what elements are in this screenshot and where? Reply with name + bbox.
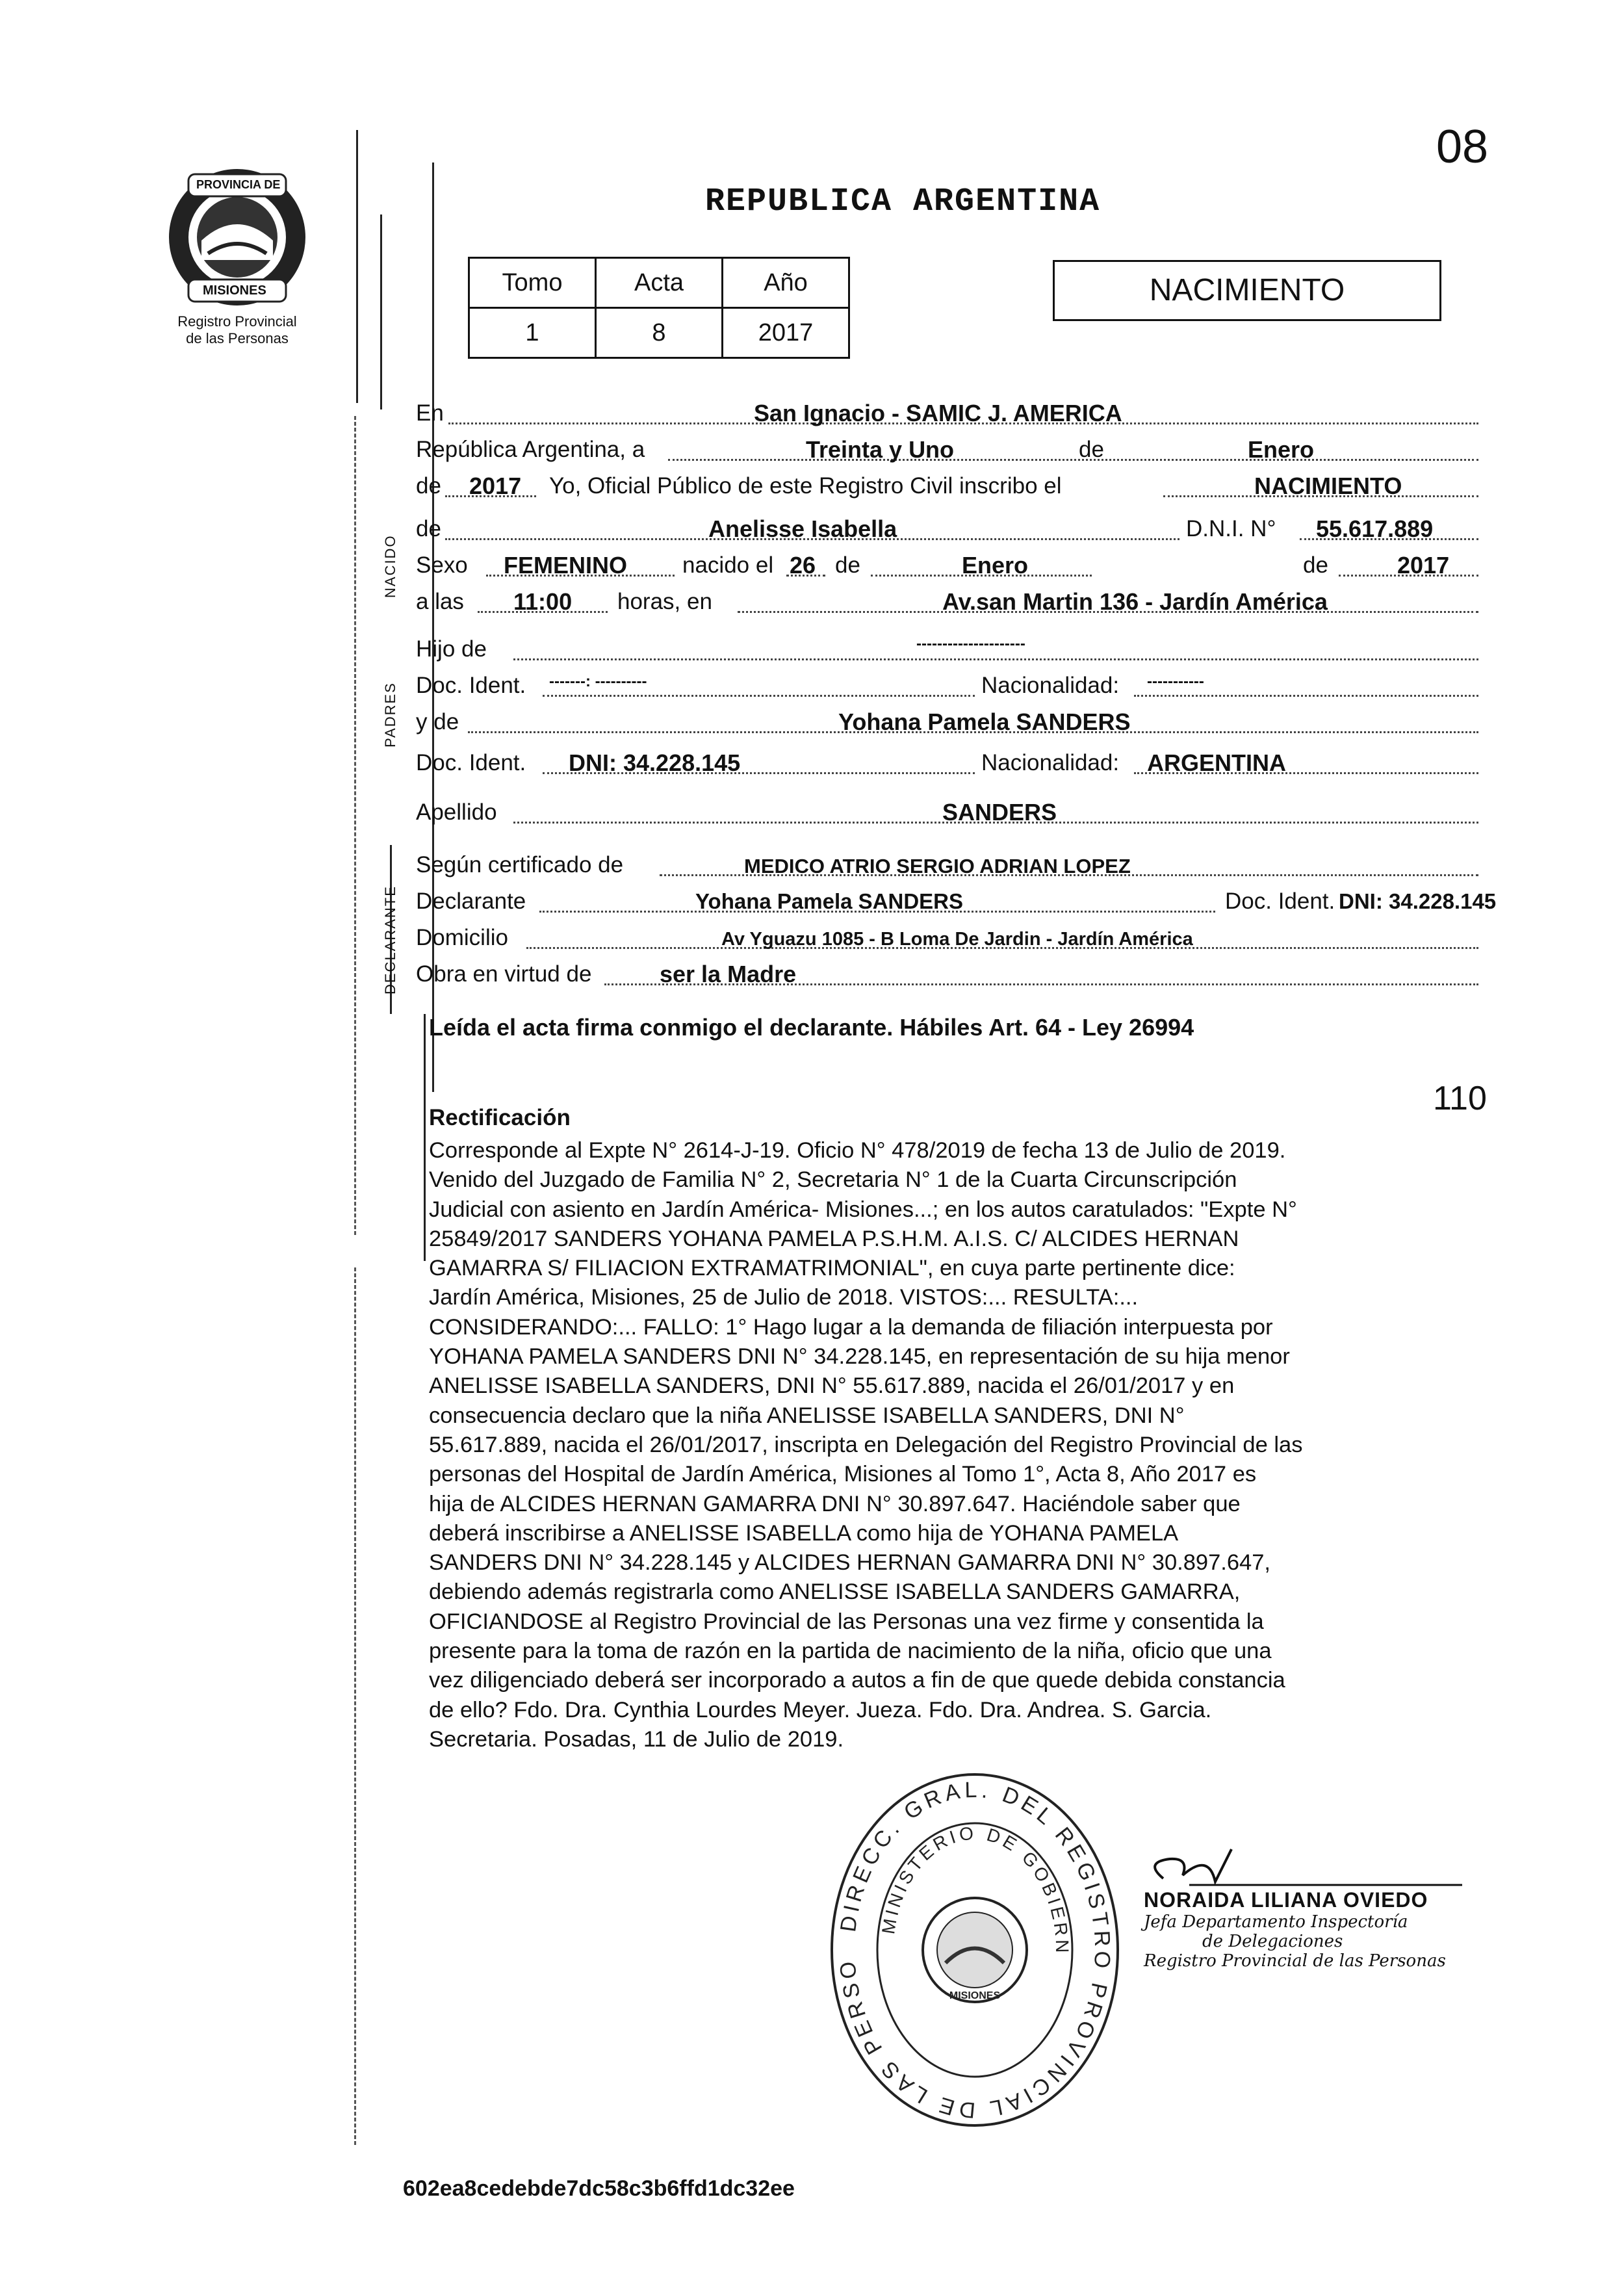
value-acta: 8 [596, 308, 723, 358]
row-declarante [416, 886, 1497, 917]
signature-block [1144, 1888, 1446, 1971]
value-mes: Enero [1248, 436, 1315, 463]
signatory-title-1: Jefa Departamento Inspectoría [1144, 1912, 1408, 1932]
margin-dash-1 [354, 416, 356, 1235]
value-apellido: SANDERS [942, 799, 1057, 825]
rectification-line: Jardín América, Misiones, 25 de Julio de 2018. VISTOS:... RESULTA:... [429, 1285, 1139, 1310]
stamp-icon [825, 1768, 1124, 2132]
stamp-outer-text: DIRECC. GRAL. DEL REGISTRO PROVINCIAL DE LAS PERSO [834, 1777, 1115, 2123]
value-dni: 55.617.889 [1316, 515, 1434, 542]
official-stamp [825, 1768, 1124, 2132]
rectification-line: hija de ALCIDES HERNAN GAMARRA DNI N° 30.897.647. Haciéndole saber que [429, 1491, 1241, 1516]
rectification-line: 25849/2017 SANDERS YOHANA PAMELA P.S.H.M. A.I.S. C/ ALCIDES HERNAN [429, 1226, 1239, 1251]
rectification-line: vez diligenciado deberá ser incorporado a autos a fin de que quede debida constancia [429, 1668, 1285, 1693]
side-label-padres: PADRES [382, 682, 398, 747]
row-yo [416, 471, 1482, 502]
header-anio: Año [723, 258, 849, 308]
value-doc1: -------: ---------- [549, 673, 647, 690]
label-de3: de [416, 516, 441, 541]
row-hora [416, 586, 1482, 617]
value-anio: 2017 [723, 308, 849, 358]
page-number: 08 [1436, 121, 1489, 173]
rectification-line: deberá inscribirse a ANELISSE ISABELLA como hija de YOHANA PAMELA [429, 1520, 1179, 1546]
header-tomo: Tomo [469, 258, 596, 308]
value-declarante: Yohana Pamela SANDERS [695, 889, 964, 913]
label-horas: horas, en [617, 589, 712, 614]
row-segun [416, 850, 1482, 881]
value-dia: Treinta y Uno [806, 436, 955, 463]
record-table [468, 257, 850, 359]
logo-caption-line2: de las Personas [186, 330, 289, 347]
label-apellido: Apellido [416, 799, 497, 825]
rectification-line: Venido del Juzgado de Familia N° 2, Secretaria N° 1 de la Cuarta Circunscripción [429, 1167, 1237, 1193]
label-yo: Yo, Oficial Público de este Registro Civil inscribo el [549, 473, 1062, 499]
label-obra: Obra en virtud de [416, 961, 592, 987]
value-lugar: Av.san Martin 136 - Jardín América [942, 588, 1328, 615]
margin-line-1 [356, 130, 358, 403]
provincial-seal-logo [162, 162, 312, 312]
value-madre: Yohana Pamela SANDERS [838, 708, 1131, 735]
rectification-line: OFICIANDOSE al Registro Provincial de las Personas una vez firme y consentida la [429, 1609, 1264, 1634]
rectification-body [429, 1136, 1491, 1754]
value-segun: MEDICO ATRIO SERGIO ADRIAN LOPEZ [744, 855, 1131, 877]
value-docdecl: DNI: 34.228.145 [1339, 889, 1497, 913]
label-nacido: nacido el [682, 552, 774, 578]
label-yde: y de [416, 709, 459, 734]
label-sexo: Sexo [416, 552, 468, 578]
value-nacido-anio: 2017 [1397, 552, 1450, 578]
stamp-center-text: MISIONES [949, 1990, 1001, 2001]
rectification-line: SANDERS DNI N° 34.228.145 y ALCIDES HERNAN GAMARRA DNI N° 30.897.647, [429, 1550, 1271, 1576]
value-nac2: ARGENTINA [1147, 749, 1286, 776]
margin-line-4 [424, 1014, 426, 1261]
value-anio: 2017 [469, 473, 522, 499]
signatory-name: NORAIDA LILIANA OVIEDO [1144, 1888, 1428, 1912]
rectification-line: YOHANA PAMELA SANDERS DNI N° 34.228.145, en representación de su hija menor [429, 1344, 1290, 1370]
row-sexo [416, 550, 1482, 581]
value-doc2: DNI: 34.228.145 [569, 749, 741, 776]
rectification-line: 55.617.889, nacida el 26/01/2017, inscripta en Delegación del Registro Provincial de las [429, 1432, 1303, 1457]
rectification-line: debiendo además registrarla como ANELISSE ISABELLA SANDERS GAMARRA, [429, 1579, 1241, 1605]
record-type-box: NACIMIENTO [1053, 260, 1441, 321]
row-doc2 [416, 747, 1482, 779]
label-nac1: Nacionalidad: [981, 673, 1120, 698]
label-docdecl: Doc. Ident. [1225, 889, 1335, 914]
value-nombre: Anelisse Isabella [708, 515, 897, 542]
row-en [416, 398, 1482, 429]
label-hijo: Hijo de [416, 636, 487, 662]
value-nacido-mes: Enero [962, 552, 1029, 578]
rectification-line: CONSIDERANDO:... FALLO: 1° Hago lugar a la demanda de filiación interpuesta por [429, 1314, 1273, 1340]
value-hijo: --------------------- [916, 635, 1025, 653]
row-madre [416, 707, 1482, 738]
margin-dash-2 [354, 1267, 356, 2145]
signature-legend: Leída el acta firma conmigo el declarante. Hábiles Art. 64 - Ley 26994 [429, 1014, 1194, 1041]
rectification-line: consecuencia declaro que la niña ANELISSE ISABELLA SANDERS, DNI N° [429, 1403, 1185, 1428]
logo-text-bottom: MISIONES [203, 283, 266, 298]
rectification-number: 110 [1433, 1080, 1487, 1117]
record-table-values [469, 308, 849, 358]
header-acta: Acta [596, 258, 723, 308]
label-en: En [416, 400, 444, 426]
label-domicilio: Domicilio [416, 925, 508, 950]
row-republica [416, 434, 1482, 465]
page-title: REPUBLICA ARGENTINA [705, 183, 1101, 220]
value-obra: ser la Madre [660, 961, 797, 987]
value-domicilio: Av Yguazu 1085 - B Loma De Jardin - Jardín América [721, 929, 1193, 950]
row-nombre [416, 513, 1482, 545]
stamp-inner-text: MINISTERIO DE GOBIERN [878, 1823, 1073, 1956]
row-apellido [416, 797, 1482, 828]
logo-caption-line1: Registro Provincial [177, 313, 297, 330]
label-nac2: Nacionalidad: [981, 750, 1120, 775]
value-nacido-dia: 26 [790, 552, 816, 578]
rectification-line: Corresponde al Expte N° 2614-J-19. Oficio N° 478/2019 de fecha 13 de Julio de 2019. [429, 1138, 1286, 1163]
label-doc1: Doc. Ident. [416, 673, 526, 698]
logo-text-top: PROVINCIA DE [196, 178, 281, 191]
side-label-declarante: DECLARANTE [382, 885, 398, 994]
rectification-line: presente para la toma de razón en la partida de nacimiento de la niña, oficio que una [429, 1639, 1272, 1664]
label-de4: de [835, 552, 860, 578]
rectification-line: Secretaria. Posadas, 11 de Julio de 2019. [429, 1726, 844, 1752]
label-de: de [1079, 437, 1104, 462]
row-hijo [416, 634, 1482, 665]
value-hora: 11:00 [513, 588, 573, 615]
signatory-title-3: Registro Provincial de las Personas [1144, 1951, 1446, 1971]
signatory-title-2: de Delegaciones [1202, 1932, 1343, 1951]
label-declarante: Declarante [416, 889, 526, 914]
label-de5: de [1303, 552, 1328, 578]
record-table-header [469, 258, 849, 308]
dots [668, 459, 1478, 461]
row-doc1 [416, 670, 1482, 701]
rectification-line: GAMARRA S/ FILIACION EXTRAMATRIMONIAL", en cuya parte pertinente dice: [429, 1256, 1235, 1281]
value-tomo: 1 [469, 308, 596, 358]
rectification-line: de ello? Fdo. Dra. Cynthia Lourdes Meyer. Jueza. Fdo. Dra. Andrea. S. Garcia. [429, 1697, 1212, 1722]
label-alas: a las [416, 589, 464, 614]
row-obra [416, 959, 1482, 990]
label-doc2: Doc. Ident. [416, 750, 526, 775]
value-en: San Ignacio - SAMIC J. AMERICA [754, 400, 1122, 426]
margin-line-2 [380, 214, 382, 409]
label-dni: D.N.I. N° [1186, 516, 1276, 541]
value-sexo: FEMENINO [504, 552, 628, 578]
side-label-nacido: NACIDO [382, 534, 398, 598]
label-de2: de [416, 473, 441, 499]
label-segun: Según certificado de [416, 852, 624, 877]
rectification-line: ANELISSE ISABELLA SANDERS, DNI N° 55.617.889, nacida el 26/01/2017 y en [429, 1373, 1235, 1399]
value-acto: NACIMIENTO [1254, 473, 1402, 499]
rectification-heading: Rectificación [429, 1105, 571, 1130]
rectification-line: Judicial con asiento en Jardín América- Misiones...; en los autos caratulados: "Expte N° [429, 1197, 1297, 1222]
logo-caption [140, 313, 335, 348]
rectification-line: personas del Hospital de Jardín América, Misiones al Tomo 1°, Acta 8, Año 2017 es [429, 1462, 1257, 1487]
label-republica: República Argentina, a [416, 437, 645, 462]
value-nac1: ----------- [1147, 673, 1204, 690]
row-domicilio [416, 922, 1482, 954]
document-hash: 602ea8cedebde7dc58c3b6ffd1dc32ee [403, 2176, 795, 2201]
